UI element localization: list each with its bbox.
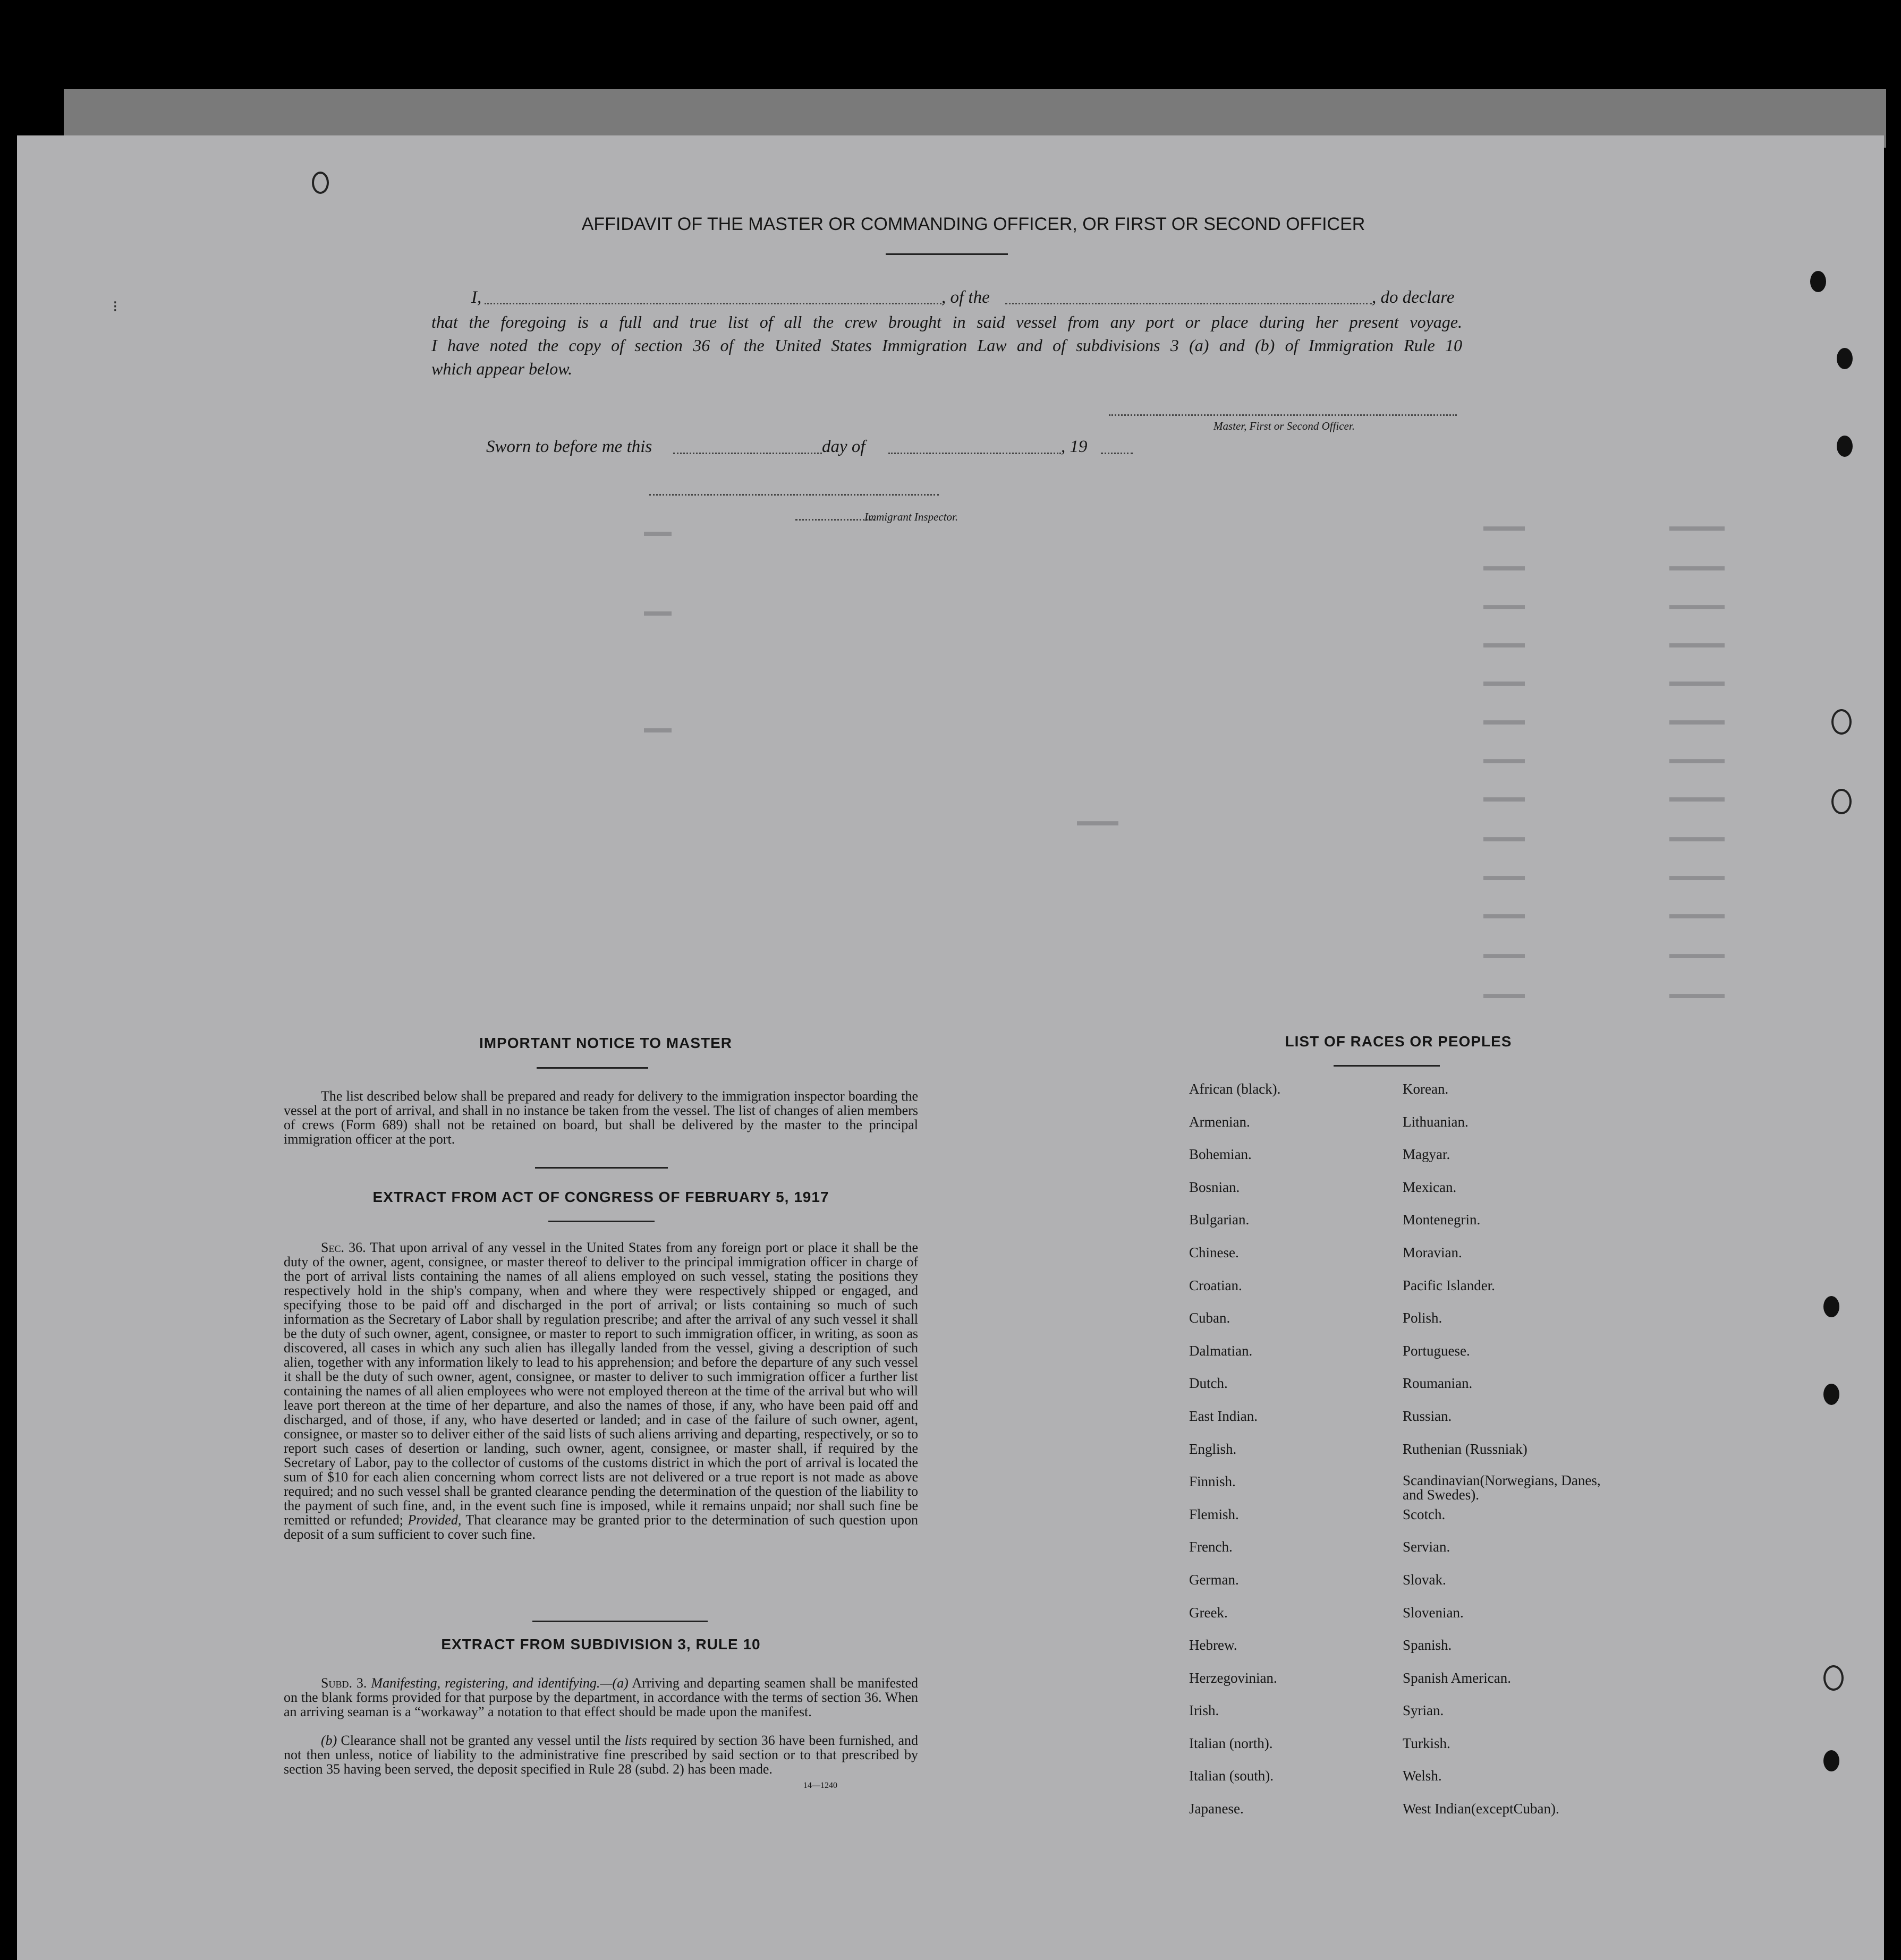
- race-item: Moravian.: [1403, 1244, 1462, 1260]
- affidavit-line-4: which appear below.: [431, 359, 573, 378]
- race-item: Mexican.: [1403, 1179, 1457, 1195]
- affidavit-line-3: I have noted the copy of section 36 of the United States Immigration Law and of subdivisions 3 (a) and (b) of Immigration Rule 10: [431, 336, 1462, 355]
- extract-act-title: EXTRACT FROM ACT OF CONGRESS OF FEBRUARY 5, 1917: [372, 1189, 829, 1205]
- punch-hole: [1823, 1296, 1839, 1317]
- subd-text-b2: required by section 36 have been furnished, and not then unless, notice of liability to the administrative fine prescribed by said section or to that prescribed by section 35 having been served, the deposit specified in Rule 28 (subd. 2) has been made.: [284, 1733, 919, 1777]
- bleed-through-mark: ▬▬▬▬: [1669, 829, 1725, 845]
- race-item: Dutch.: [1189, 1375, 1228, 1392]
- divider: [537, 1067, 648, 1069]
- sworn-day-field[interactable]: [673, 453, 822, 454]
- race-item: Bulgarian.: [1189, 1212, 1250, 1228]
- punch-hole: [1823, 1384, 1839, 1405]
- divider: [532, 1621, 708, 1622]
- bleed-through-mark: ▬▬: [644, 603, 672, 619]
- punch-hole: [1823, 1750, 1839, 1771]
- bleed-through-mark: ▬▬▬▬: [1669, 906, 1725, 922]
- race-item: Cuban.: [1189, 1310, 1230, 1326]
- race-item: African (black).: [1189, 1081, 1281, 1097]
- race-item: Irish.: [1189, 1702, 1219, 1719]
- race-item: Italian (south).: [1189, 1768, 1274, 1784]
- affidavit-title: AFFIDAVIT OF THE MASTER OR COMMANDING OFFICER, OR FIRST OR SECOND OFFICER: [581, 214, 1365, 234]
- race-item: Greek.: [1189, 1604, 1228, 1621]
- master-signature-label: Master, First or Second Officer.: [1213, 420, 1355, 432]
- race-item: Japanese.: [1189, 1801, 1244, 1817]
- bleed-through-mark: ▬▬▬▬: [1669, 596, 1725, 612]
- punch-hole: [1810, 271, 1826, 292]
- punch-hole: [312, 172, 329, 194]
- race-item: Armenian.: [1189, 1113, 1250, 1130]
- race-item: Montenegrin.: [1403, 1212, 1481, 1228]
- affidavit-i-label: I,: [471, 288, 482, 307]
- race-item: Slovenian.: [1403, 1604, 1464, 1621]
- extract-rule-title: EXTRACT FROM SUBDIVISION 3, RULE 10: [441, 1636, 761, 1652]
- bleed-through-mark: ▬▬▬: [1483, 635, 1525, 651]
- race-item: English.: [1189, 1441, 1237, 1457]
- race-item: Dalmatian.: [1189, 1342, 1253, 1359]
- bleed-through-mark: ▬▬▬: [1483, 596, 1525, 612]
- race-item: Italian (north).: [1189, 1735, 1273, 1751]
- subd-text-a: Arriving and departing seamen shall be manifested on the blank forms provided for that purpose by the department, in accordance with the terms of section 36. When an arriving seaman is a “workaway” a notation to that effect should be made upon the manifest.: [284, 1675, 919, 1719]
- sworn-month-field[interactable]: [888, 453, 1061, 454]
- inspector-leader-dots: [795, 519, 875, 521]
- race-item: East Indian.: [1189, 1408, 1258, 1424]
- subd-label: Subd. 3.: [321, 1675, 367, 1691]
- race-item: Turkish.: [1403, 1735, 1450, 1751]
- bleed-through-mark: ▬▬▬: [1483, 751, 1525, 766]
- punch-hole: [1837, 348, 1853, 369]
- punch-hole: [1837, 436, 1853, 457]
- punch-hole: [1831, 709, 1852, 735]
- divider: [535, 1167, 668, 1169]
- sec-text-1: That upon arrival of any vessel in the United States from any foreign port or place it shall be the duty of the owner, agent, consignee, or master thereof to deliver to the principal immigration officer in charge of the port of arrival lists containing the names of all aliens employed on such vessel, stating the positions they respectively hold in the ship's company, when and where they were respectively shipped or engaged, and specifying those to be paid off and discharged in the port of arrival; or lists containing so much of such information as the Secretary of Labor shall by regulation prescribe; and after the arrival of any such vessel it shall be the duty of such owner, agent, consignee, or master to report to such immigration officer, in writing, as soon as discovered, all cases in which any such alien has illegally landed from the vessel, giving a description of such alien, together with any information likely to lead to his apprehension; and before the departure of any such vessel it shall be the duty of such owner, agent, consignee, or master to deliver to such immigration officer a further list containing the names of all alien employees who were not employed thereon at the time of the arrival but who will leave port thereon at the time of her departure, and also the names of those, if any, who have been paid off and discharged, and of those, if any, who have deserted or landed; and in case of the failure of such owner, agent, consignee, or master so to deliver either of the said lists of such aliens arriving and departing, respectively, or so to report such cases of desertion or landing, such owner, agent, consignee, or master shall, if required by the Secretary of Labor, pay to the collector of customs of the customs district in which the port of arrival is located the sum of $10 for each alien concerning whom correct lists are not delivered or a true report is not made as above required; and no such vessel shall be granted clearance pending the determination of the question of the liability to the payment of such fine, and, in the event such fine is imposed, while it remains unpaid; nor shall such fine be remitted or refunded;: [284, 1240, 919, 1528]
- form-number: 14—1240: [803, 1781, 837, 1790]
- race-item: Roumanian.: [1403, 1375, 1473, 1392]
- race-item: Flemish.: [1189, 1506, 1239, 1522]
- bleed-through-mark: ▬▬▬: [1483, 867, 1525, 883]
- b-label: (b): [321, 1733, 337, 1748]
- extract-rule-text-a: [284, 1676, 918, 1719]
- sec-text-2: That clearance may be granted prior to the determination of such question upon deposit of a sum sufficient to cover such fine.: [284, 1512, 919, 1542]
- race-item: Slovak.: [1403, 1571, 1446, 1588]
- race-item: West Indian(exceptCuban).: [1403, 1801, 1559, 1817]
- bleed-through-mark: ▬▬▬▬: [1669, 751, 1725, 766]
- race-item: Magyar.: [1403, 1146, 1450, 1163]
- race-item: Ruthenian (Russniak): [1403, 1441, 1527, 1457]
- bleed-through-mark: ▬▬▬: [1483, 789, 1525, 805]
- sworn-day-of-label: day of: [822, 437, 865, 456]
- bleed-through-mark: ▬▬▬▬: [1669, 635, 1725, 651]
- bleed-through-mark: ▬▬: [644, 720, 672, 736]
- bleed-through-mark: ▬▬▬: [1483, 985, 1525, 1001]
- race-item: Portuguese.: [1403, 1342, 1470, 1359]
- race-item: Finnish.: [1189, 1473, 1236, 1490]
- bleed-through-mark: ▬▬▬: [1483, 906, 1525, 922]
- bleed-through-mark: ▬▬▬: [1483, 712, 1525, 728]
- race-item: Scotch.: [1403, 1506, 1446, 1522]
- bleed-through-mark: ▬▬▬: [1483, 673, 1525, 689]
- margin-mark: ⁝: [113, 298, 118, 316]
- race-item: Polish.: [1403, 1310, 1442, 1326]
- bleed-through-mark: ▬▬▬▬: [1669, 558, 1725, 574]
- race-item: Scandinavian(Norwegians, Danes, and Swedes).: [1403, 1472, 1601, 1503]
- race-item: Chinese.: [1189, 1244, 1239, 1260]
- bleed-through-mark: ▬▬▬▬: [1669, 789, 1725, 805]
- race-item: Korean.: [1403, 1081, 1449, 1097]
- races-title: LIST OF RACES OR PEOPLES: [1285, 1033, 1512, 1050]
- bleed-through-mark: ▬▬▬▬: [1669, 712, 1725, 728]
- bleed-through-mark: ▬▬: [644, 523, 672, 539]
- divider: [886, 253, 1008, 255]
- master-signature-field[interactable]: [1109, 414, 1457, 416]
- race-item: Herzegovinian.: [1189, 1669, 1277, 1686]
- race-item: Spanish.: [1403, 1637, 1452, 1654]
- bleed-through-mark: ▬▬▬▬: [1669, 518, 1725, 534]
- race-item: French.: [1189, 1539, 1233, 1555]
- bleed-through-mark: ▬▬▬: [1483, 558, 1525, 574]
- race-item: Syrian.: [1403, 1702, 1444, 1719]
- form-page: [17, 135, 1884, 1960]
- notice-title: IMPORTANT NOTICE TO MASTER: [479, 1035, 733, 1051]
- affidavit-declare-label: , do declare: [1372, 288, 1455, 307]
- bleed-through-mark: ▬▬▬▬: [1669, 985, 1725, 1001]
- race-item: Bosnian.: [1189, 1179, 1240, 1195]
- bleed-through-mark: ▬▬▬: [1077, 813, 1118, 829]
- bleed-through-mark: ▬▬▬: [1483, 945, 1525, 961]
- race-item: Hebrew.: [1189, 1637, 1237, 1654]
- race-item: Russian.: [1403, 1408, 1452, 1424]
- race-item: Lithuanian.: [1403, 1113, 1469, 1130]
- divider: [548, 1221, 655, 1222]
- provided-word: Provided,: [408, 1512, 462, 1528]
- punch-hole: [1831, 789, 1852, 814]
- race-item: Welsh.: [1403, 1768, 1442, 1784]
- race-item: Croatian.: [1189, 1277, 1242, 1293]
- affidavit-line-2: that the foregoing is a full and true list of all the crew brought in said vessel from any port or place during her present voyage.: [431, 312, 1462, 331]
- race-item: Pacific Islander.: [1403, 1277, 1495, 1293]
- lists-word: lists: [624, 1733, 647, 1748]
- declarant-name-field[interactable]: [485, 303, 941, 304]
- bleed-through-mark: ▬▬▬▬: [1669, 867, 1725, 883]
- bleed-through-mark: ▬▬▬▬: [1669, 673, 1725, 689]
- sworn-year-field[interactable]: [1101, 453, 1133, 454]
- subd-text-b1: Clearance shall not be granted any vessel until the: [341, 1733, 621, 1748]
- sec-label: Sec. 36.: [321, 1240, 366, 1255]
- race-item: Bohemian.: [1189, 1146, 1252, 1163]
- races-column-1: [1189, 1081, 1391, 1834]
- affidavit-of-the-label: , of the: [941, 288, 990, 307]
- race-item: German.: [1189, 1571, 1239, 1588]
- divider: [1334, 1065, 1440, 1067]
- extract-act-text: [284, 1240, 918, 1541]
- inspector-label: Immigrant Inspector.: [864, 510, 958, 523]
- subd-heading: Manifesting, registering, and identifying.—(a): [371, 1675, 629, 1691]
- bleed-through-mark: ▬▬▬: [1483, 829, 1525, 845]
- notice-text: The list described below shall be prepared and ready for delivery to the immigration inspector boarding the vessel at the port of arrival, and shall in no instance be taken from the vessel. The list of changes of alien members of crews (Form 689) shall not be retained on board, but shall be delivered by the master to the principal immigration officer at the port.: [284, 1088, 918, 1147]
- extract-rule-text-b: [284, 1733, 918, 1776]
- race-item: Spanish American.: [1403, 1669, 1511, 1686]
- inspector-signature-field[interactable]: [649, 494, 939, 496]
- sworn-year-label: , 19: [1061, 437, 1088, 456]
- races-column-2: [1403, 1081, 1605, 1834]
- bleed-through-mark: ▬▬▬: [1483, 518, 1525, 534]
- punch-hole: [1823, 1665, 1844, 1691]
- sworn-prefix-label: Sworn to before me this: [486, 437, 652, 456]
- bleed-through-mark: ▬▬▬▬: [1669, 945, 1725, 961]
- vessel-name-field[interactable]: [1005, 303, 1372, 304]
- race-item: Servian.: [1403, 1539, 1450, 1555]
